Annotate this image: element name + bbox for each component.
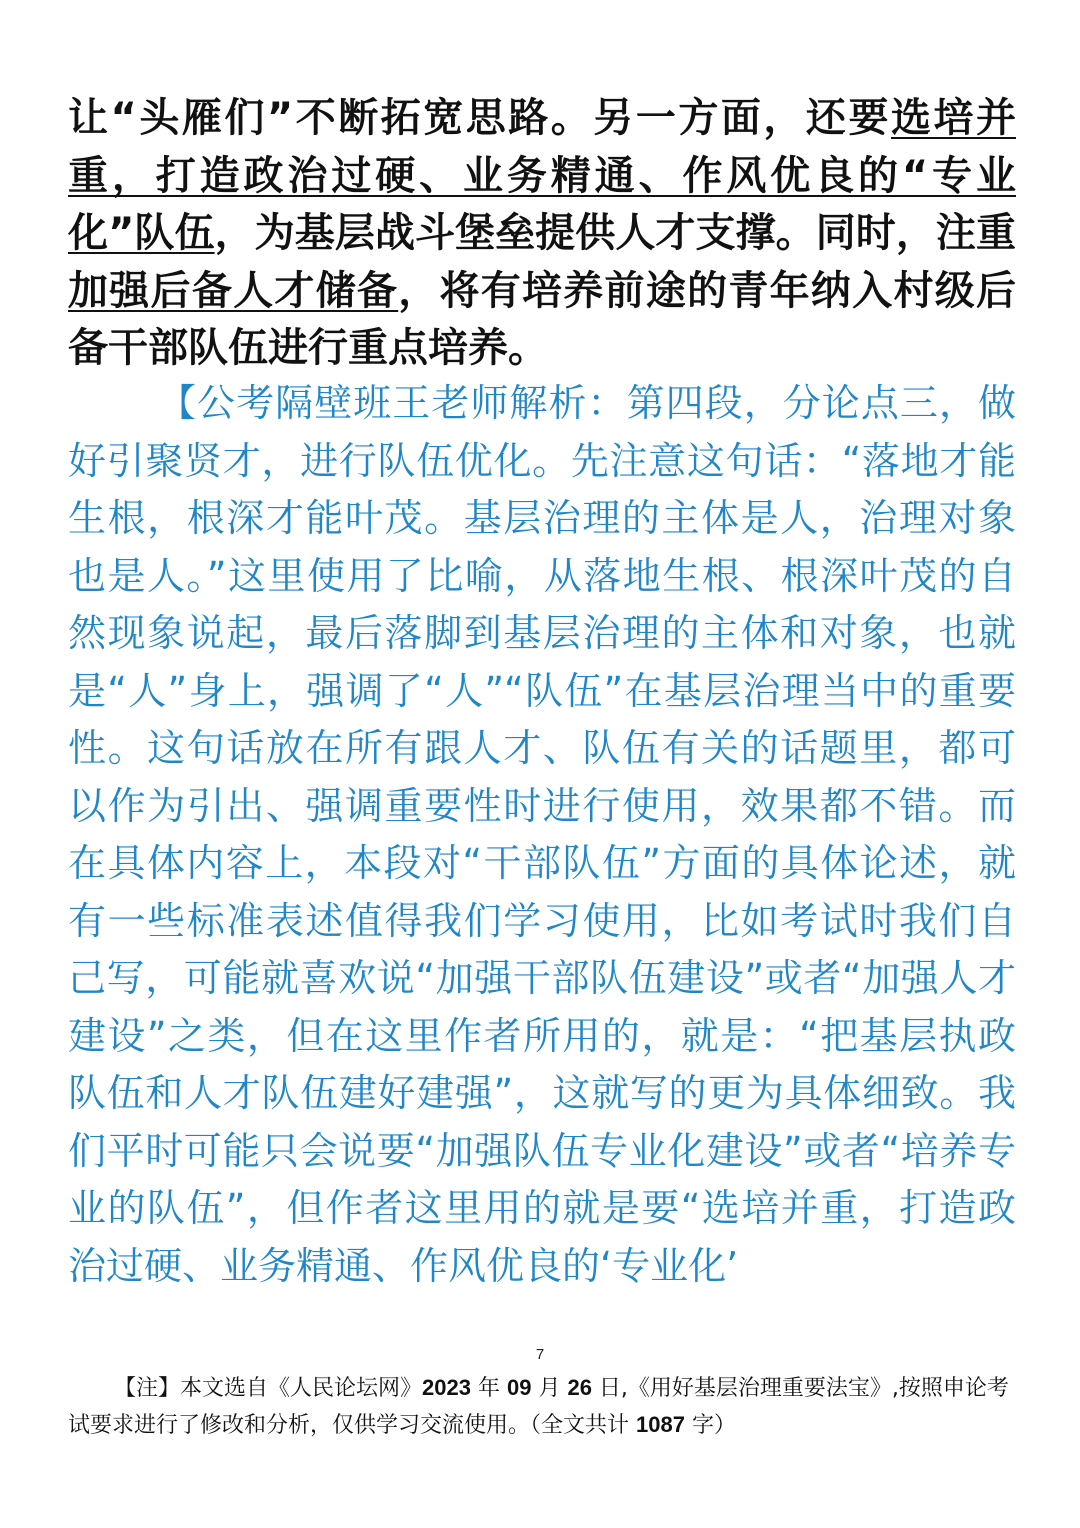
body-paragraph [68,90,1016,378]
note-text-e: 字） [684,1413,736,1438]
body-text-part-3: ，将有培养前途的青年纳入村级后备干部队伍进行重点培养。 [68,267,1017,371]
underlined-phrase-reserve: 加强后备人才储备 [68,267,399,314]
note-text-a: 【注】本文选自《人民论坛网》 [114,1376,423,1401]
note-text-c: 月 [531,1376,568,1401]
note-day: 26 [567,1375,592,1400]
source-note [68,1370,1016,1444]
body-text-part-2: ，为基层战斗堡垒提供人才支撑。同时，注重 [214,210,1017,256]
underlined-phrase-team: 选培并重，打造政治过硬、业务精通、作风优良的“专业化”队伍 [68,95,1017,256]
page-number: 7 [535,1346,545,1363]
analysis-paragraph: 【公考隔壁班王老师解析：第四段，分论点三，做好引聚贤才，进行队伍优化。先注意这句话：“落地才能生根，根深才能叶茂。基层治理的主体是人，治理对象也是人。”这里使用了比喻，从落地生根、根深叶茂的自然现象说起，最后落脚到基层治理的主体和对象，也就是“人”身上，强调了“人”“队伍”在基层治理当中的重要性。这句话放在所有跟人才、队伍有关的话题里，都可以作为引出、强调重要性时进行使用，效果都不错。而在具体内容上，本段对“干部队伍”方面的具体论述，就有一些标准表述值得我们学习使用，比如考试时我们自己写，可能就喜欢说“加强干部队伍建设”或者“加强人才建设”之类，但在这里作者所用的，就是：“把基层执政队伍和人才队伍建好建强”，这就写的更为具体细致。我们平时可能只会说要“加强队伍专业化建设”或者“培养专业的队伍”，但作者这里用的就是要“选培并重，打造政治过硬、业务精通、作风优良的‘专业化’ [68,381,1016,1288]
note-text-d: 日,《用好基层治理重要法宝》,按照申论考试要求进行了修改和分析，仅供学习交流使用。（全文共计 [68,1376,1009,1438]
note-year: 2023 [422,1375,471,1400]
note-text-b: 年 [470,1376,507,1401]
body-text-part-1: 让“头雁们”不断拓宽思路。另一方面，还要 [68,95,891,141]
note-word-count: 1087 [636,1412,685,1437]
note-month: 09 [506,1375,532,1400]
